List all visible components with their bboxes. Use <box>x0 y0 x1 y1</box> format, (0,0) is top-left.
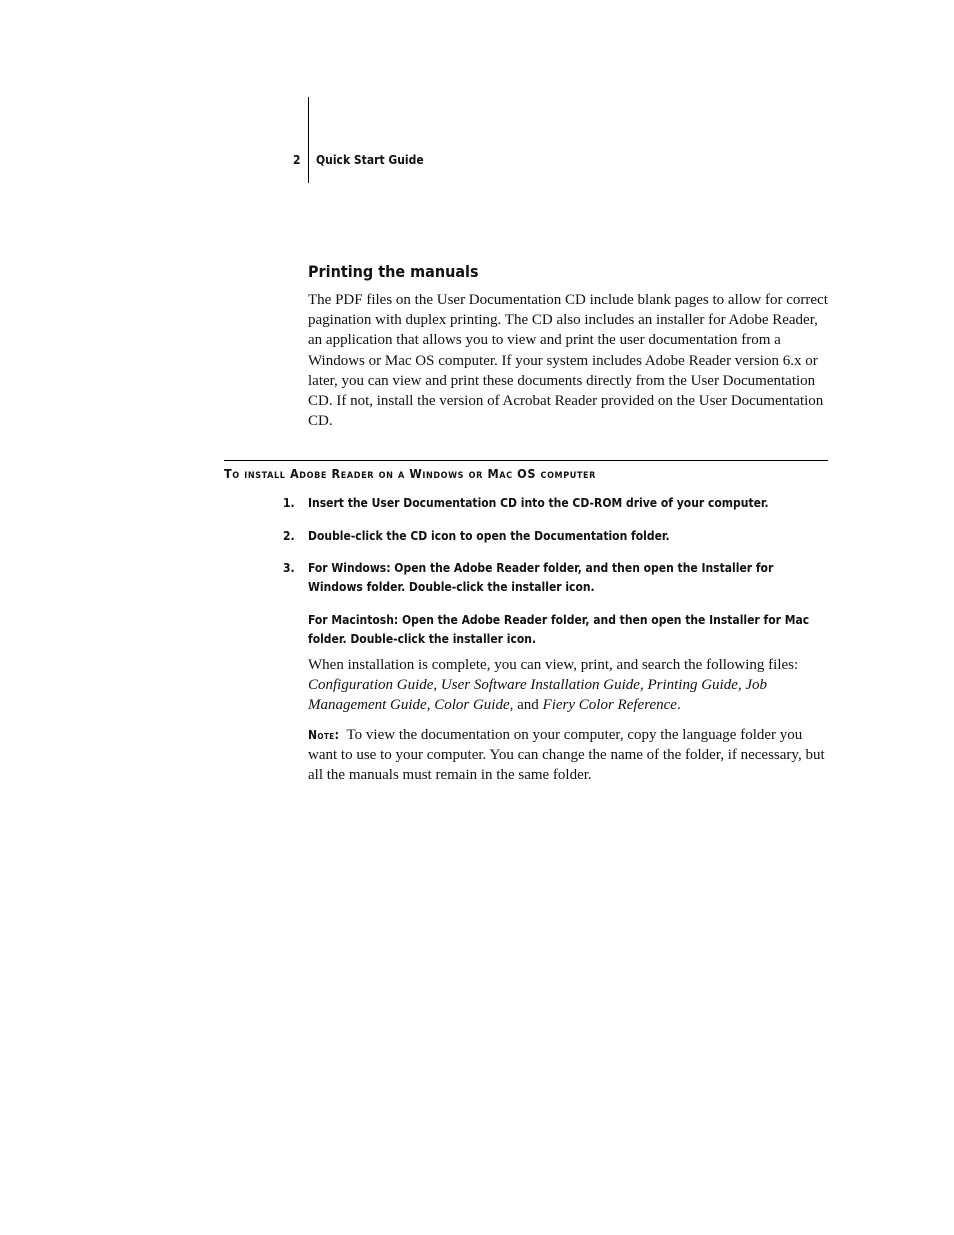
file-title: Job Management Guide <box>308 677 768 714</box>
file-title: Printing Guide <box>647 677 738 694</box>
installed-files-intro: When installation is complete, you can view, print, and search the following files: <box>308 657 799 673</box>
note-paragraph <box>308 725 830 786</box>
file-title: User Software Installation Guide <box>440 677 640 694</box>
step-2 <box>283 527 828 546</box>
step-text: For Macintosh: Open the Adobe Reader folder, and then open the Installer for Mac folder. Double-click the installer icon. <box>308 613 810 646</box>
note-label: Note: <box>308 728 340 742</box>
procedure-divider <box>224 460 828 461</box>
step-number: 1. <box>283 496 295 510</box>
file-title: Color Guide <box>434 697 510 714</box>
step-text: Insert the User Documentation CD into the CD-ROM drive of your computer. <box>308 496 769 510</box>
procedure-heading: To install Adobe Reader on a Windows or Mac OS computer <box>224 466 597 481</box>
section-intro: The PDF files on the User Documentation CD include blank pages to allow for correct pagination with duplex printing. The CD also includes an installer for Adobe Reader, an application that allows you to view and print the user documentation from a Windows or Mac OS computer. If your system includes Adobe Reader version 6.x or later, you can view and print these documents directly from the User Documentation CD. If not, install the version of Acrobat Reader provided on the User Documentation CD. <box>308 292 828 430</box>
installed-files-paragraph: When installation is complete, you can view, print, and search the following files: Configuration Guide, User Software Installation Guide, Printing Guide, Job Management Guide, Color Guide, and Fiery Color Reference. <box>308 657 799 714</box>
section-title: Printing the manuals <box>308 262 479 281</box>
header-divider <box>308 97 309 183</box>
step-number: 2. <box>283 529 295 543</box>
step-text: For Windows: Open the Adobe Reader folder, and then open the Installer for Windows folder. Double-click the installer icon. <box>308 561 774 594</box>
step-number: 3. <box>283 561 295 575</box>
file-title: Configuration Guide <box>308 677 434 694</box>
running-title: Quick Start Guide <box>316 153 424 167</box>
step-3 <box>283 559 828 597</box>
file-title: Fiery Color Reference <box>542 697 677 714</box>
step-1 <box>283 494 828 513</box>
step-3-macintosh <box>283 611 828 649</box>
page-number: 2 <box>293 153 301 167</box>
step-text: Double-click the CD icon to open the Documentation folder. <box>308 529 670 543</box>
note-text: To view the documentation on your computer, copy the language folder you want to use to your computer. You can change the name of the folder, if necessary, but all the manuals must remain in the same folder. <box>308 727 825 784</box>
